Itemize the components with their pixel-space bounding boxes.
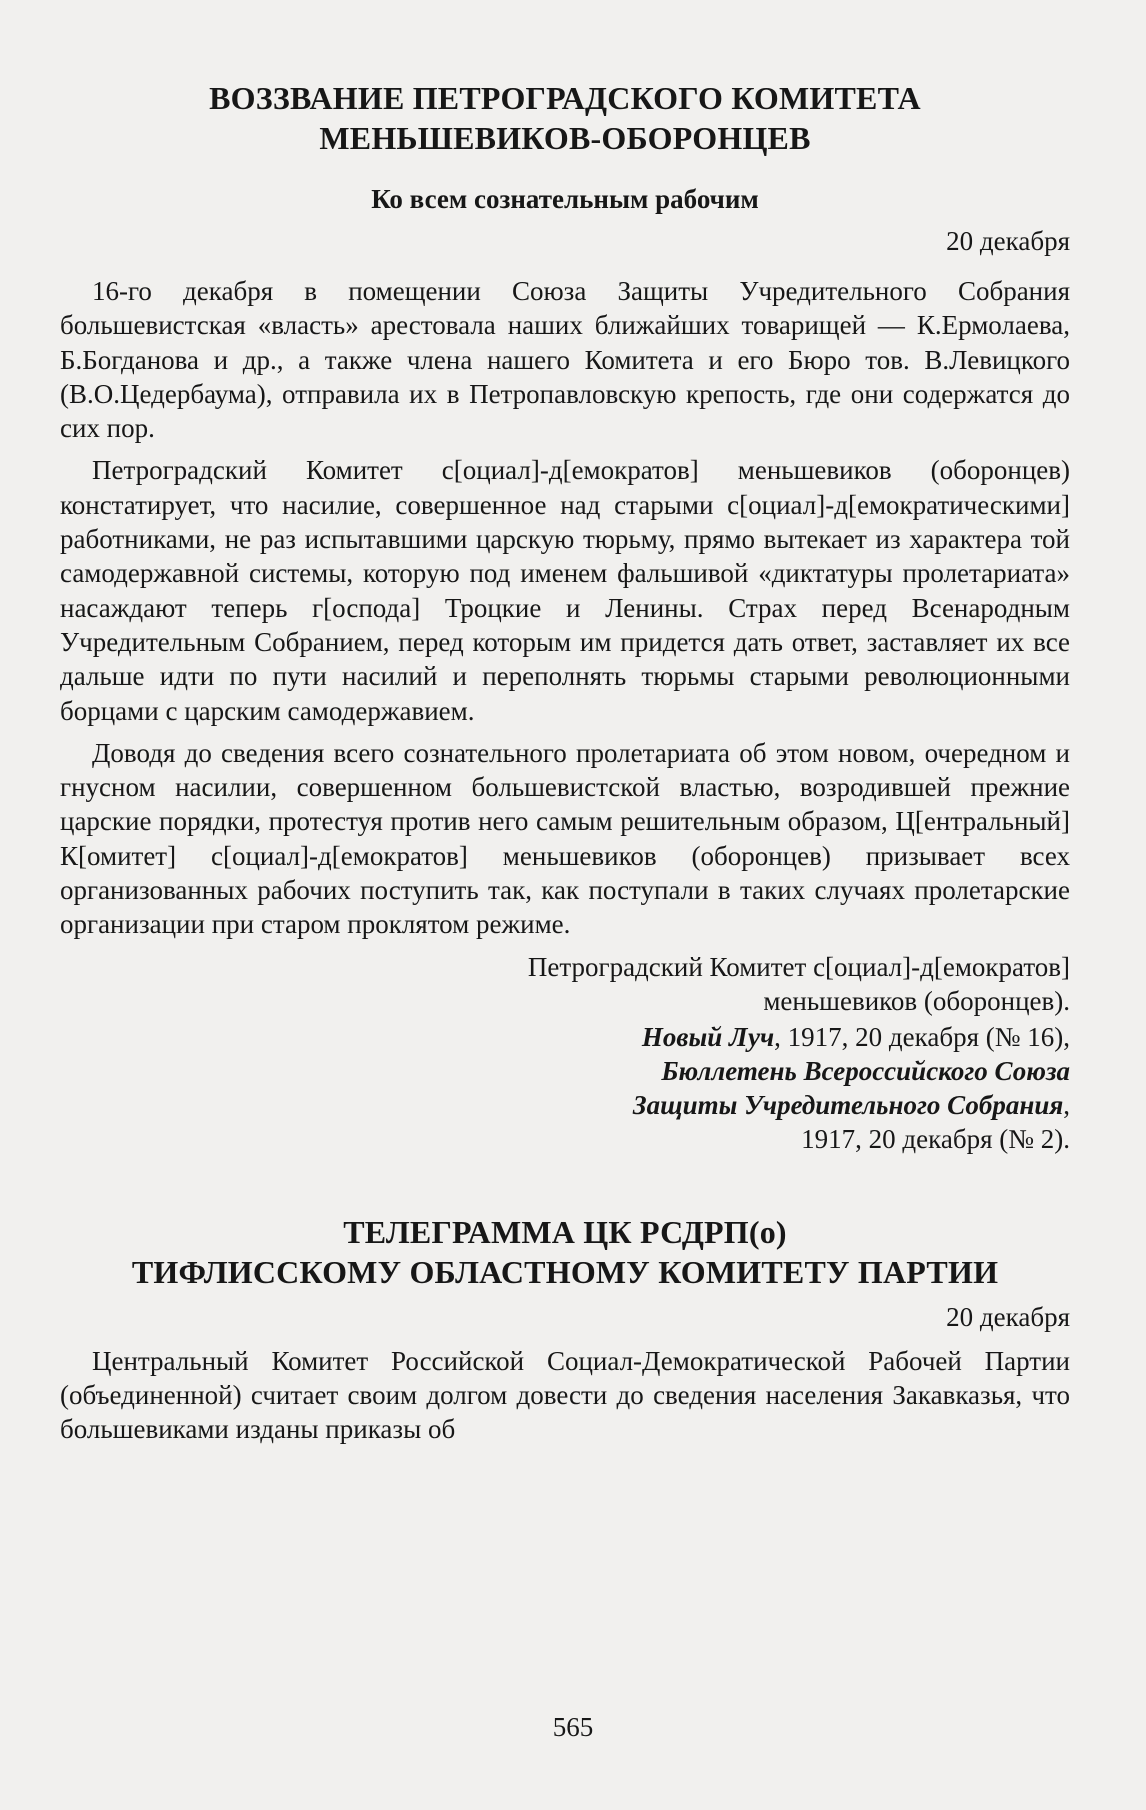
source-details: , 1917, 20 декабря (№ 16), [774, 1021, 1070, 1052]
source-title: Бюллетень Всероссийского Союза [661, 1055, 1070, 1086]
source-title: Новый Луч [641, 1021, 775, 1052]
signature [60, 950, 1070, 1018]
title-line: МЕНЬШЕВИКОВ-ОБОРОНЦЕВ [319, 120, 811, 156]
title-line: ТИФЛИССКОМУ ОБЛАСТНОМУ КОМИТЕТУ ПАРТИИ [131, 1253, 999, 1290]
title-line: ВОЗЗВАНИЕ ПЕТРОГРАДСКОГО КОМИТЕТА [209, 80, 921, 116]
document-date: 20 декабря [946, 226, 1070, 256]
source-title: Защиты Учредительного Собрания [632, 1089, 1064, 1120]
document-title [60, 1212, 1070, 1292]
signature-line: Петроградский Комитет с[оциал]-д[емократов] [527, 951, 1070, 982]
paragraph: 16-го декабря в помещении Союза Защиты Учредительного Собрания большевистская «власть» арестовала наших ближайших товарищей — К.Ермолаева, Б.Богданова и др., а также члена нашего Комитета и его Бюро тов. В.Левицкого (В.О.Цедербаума), отправила их в Петропавловскую крепость, где они содержатся до сих пор. [60, 276, 1070, 444]
source-punctuation: , [1063, 1089, 1070, 1120]
signature-line: меньшевиков (оборонцев). [763, 985, 1070, 1016]
page-number: 565 [552, 1712, 594, 1742]
paragraph: Доводя до сведения всего сознательного пролетариата об этом новом, очередном и гнусном насилии, совершенном большевистской властью, возродившей прежние царские порядки, протестуя против него самым решительным образом, Ц[ентральный] К[омитет] с[оциал]-д[емократов] меньшевиков (оборонцев) призывает всех организованных рабочих поступить так, как поступали в таких случаях пролетарские организации при старом проклятом режиме. [60, 737, 1070, 940]
title-line: ТЕЛЕГРАММА ЦК РСДРП(о) [343, 1213, 787, 1250]
paragraph: Центральный Комитет Российской Социал-Демократической Рабочей Партии (объединенной) считает своим долгом довести до сведения населения Закавказья, что большевиками изданы приказы об [60, 1345, 1070, 1445]
document-title [60, 78, 1070, 158]
document-subtitle: Ко всем сознательным рабочим [371, 184, 759, 214]
page-content [60, 78, 1070, 1455]
source-details: 1917, 20 декабря (№ 2). [801, 1123, 1070, 1154]
document-date: 20 декабря [946, 1301, 1070, 1332]
paragraph: Петроградский Комитет с[оциал]-д[емократов] меньшевиков (оборонцев) констатирует, что насилие, совершенное над старыми с[оциал]-д[емократическими] работниками, не раз испытавшими царскую тюрьму, прямо вытекает из характера той самодержавной системы, которую под именем фальшивой «диктатуры пролетариата» насаждают теперь г[оспода] Троцкие и Ленины. Страх перед Всенародным Учредительным Собранием, перед которым им придется дать ответ, заставляет их все дальше идти по пути насилий и переполнять тюрьмы старыми революционными борцами с царским самодержавием. [60, 455, 1070, 726]
source-citation [60, 1020, 1070, 1156]
